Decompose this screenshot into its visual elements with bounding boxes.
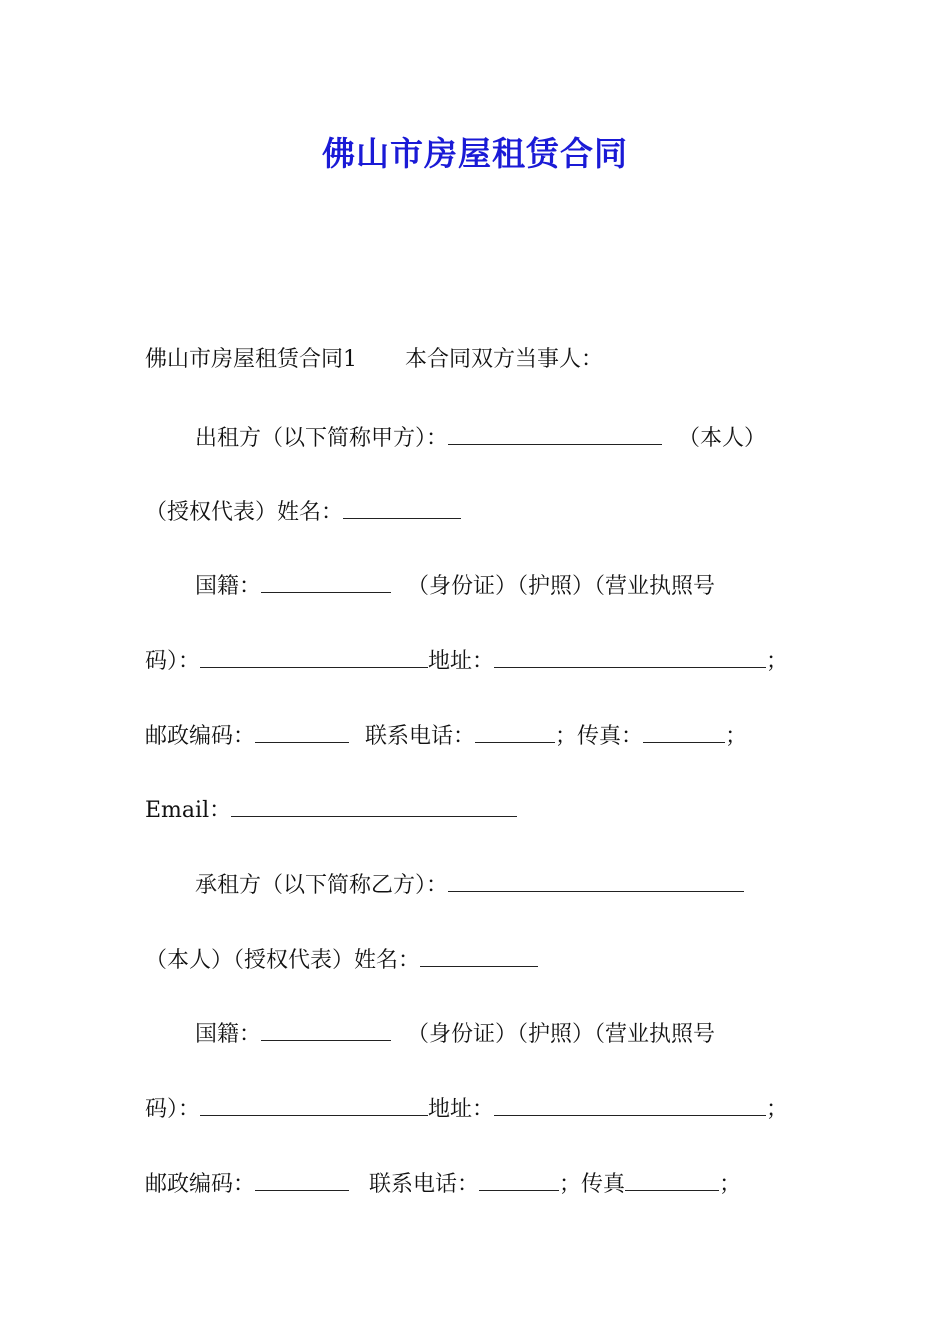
lessee-nationality-line bbox=[195, 1014, 875, 1048]
lessor-address-end: ； bbox=[766, 649, 789, 674]
lessee-contact-line bbox=[145, 1164, 825, 1198]
lessor-phone-label: 联系电话： bbox=[365, 724, 476, 749]
lessee-agent-field[interactable] bbox=[420, 940, 538, 967]
lessee-address-field[interactable] bbox=[494, 1089, 766, 1116]
lessee-agent-label: （本人）（授权代表）姓名： bbox=[145, 948, 421, 973]
lessor-fax-end: ； bbox=[725, 724, 748, 749]
lessee-nationality-label: 国籍： bbox=[195, 1022, 262, 1047]
lessor-label: 出租方（以下简称甲方）： bbox=[195, 426, 449, 451]
lessee-fax-field[interactable] bbox=[625, 1164, 719, 1191]
lessor-name-field[interactable] bbox=[448, 418, 662, 445]
intro-line bbox=[145, 343, 825, 377]
lessee-id-code-label: 码）： bbox=[145, 1097, 201, 1122]
lessor-address-label: 地址： bbox=[428, 649, 495, 674]
lessor-fax-field[interactable] bbox=[643, 716, 725, 743]
intro-heading: 佛山市房屋租赁合同1 bbox=[145, 347, 357, 372]
lessee-phone-end: ； bbox=[559, 1172, 582, 1197]
lessor-nationality-line bbox=[195, 566, 875, 600]
lessor-nationality-field[interactable] bbox=[261, 566, 391, 593]
lessor-phone-end: ； bbox=[555, 724, 578, 749]
lessee-postcode-label: 邮政编码： bbox=[145, 1172, 256, 1197]
lessee-fax-label: 传真 bbox=[581, 1172, 626, 1197]
lessor-email-line bbox=[145, 790, 825, 824]
lessee-address-label: 地址： bbox=[428, 1097, 495, 1122]
lessor-id-types: （身份证）（护照）（营业执照号 bbox=[407, 574, 716, 599]
lessor-nationality-label: 国籍： bbox=[195, 574, 262, 599]
lessor-postcode-field[interactable] bbox=[255, 716, 349, 743]
lessee-nationality-field[interactable] bbox=[261, 1014, 391, 1041]
lessee-phone-label: 联系电话： bbox=[369, 1172, 480, 1197]
lessee-postcode-field[interactable] bbox=[255, 1164, 349, 1191]
lessee-fax-end: ； bbox=[719, 1172, 742, 1197]
lessor-address-line bbox=[145, 641, 825, 675]
lessor-email-field[interactable] bbox=[231, 790, 517, 817]
lessor-line bbox=[195, 418, 875, 452]
document-title: 佛山市房屋租赁合同 bbox=[322, 134, 628, 173]
lessee-line bbox=[195, 865, 875, 899]
lessor-fax-label: 传真： bbox=[577, 724, 644, 749]
lessor-agent-line bbox=[145, 492, 825, 526]
lessor-self: （本人） bbox=[678, 426, 767, 451]
lessee-phone-field[interactable] bbox=[479, 1164, 559, 1191]
lessee-address-end: ； bbox=[766, 1097, 789, 1122]
lessor-id-code-label: 码）： bbox=[145, 649, 201, 674]
lessee-id-types: （身份证）（护照）（营业执照号 bbox=[407, 1022, 716, 1047]
lessor-address-field[interactable] bbox=[494, 641, 766, 668]
lessor-postcode-label: 邮政编码： bbox=[145, 724, 256, 749]
lessor-agent-label: （授权代表）姓名： bbox=[145, 500, 344, 525]
lessee-name-field[interactable] bbox=[448, 865, 744, 892]
lessor-email-label: Email： bbox=[145, 798, 232, 823]
lessee-id-code-field[interactable] bbox=[200, 1089, 428, 1116]
lessor-phone-field[interactable] bbox=[475, 716, 555, 743]
lessee-label: 承租方（以下简称乙方）： bbox=[195, 873, 449, 898]
lessee-agent-line bbox=[145, 940, 825, 974]
intro-parties: 本合同双方当事人： bbox=[405, 347, 604, 372]
lessee-address-line bbox=[145, 1089, 825, 1123]
lessor-agent-field[interactable] bbox=[343, 492, 461, 519]
lessor-id-code-field[interactable] bbox=[200, 641, 428, 668]
lessor-contact-line bbox=[145, 716, 825, 750]
